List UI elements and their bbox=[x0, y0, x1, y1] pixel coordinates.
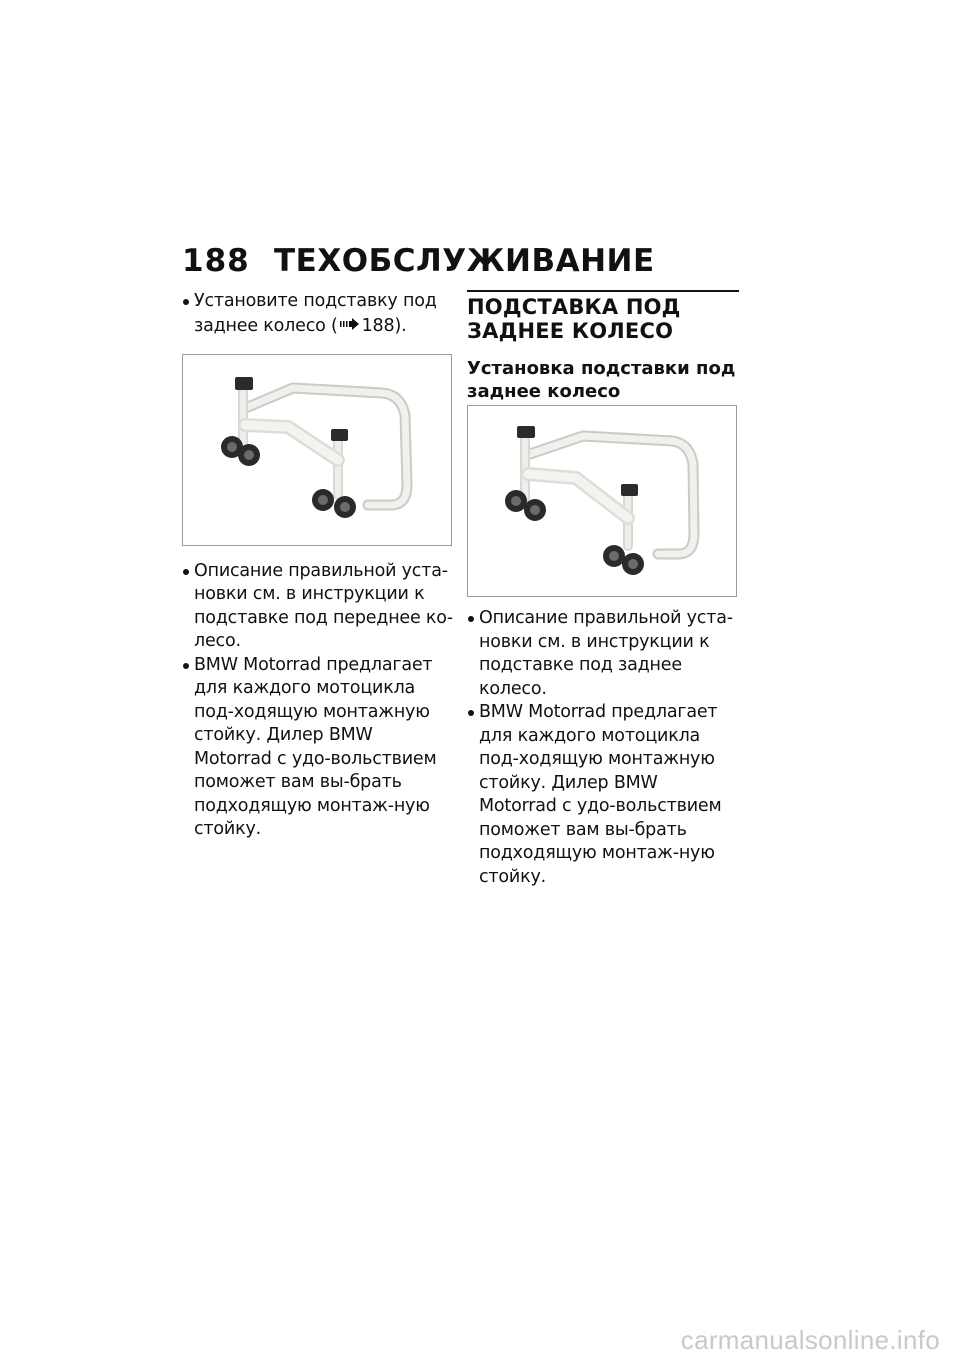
front-wheel-stand-illustration bbox=[183, 355, 452, 546]
page-header bbox=[182, 243, 655, 279]
front-bullet-1: Описание правильной уста-новки см. в инструкции к подставке под переднее ко-лесо. bbox=[182, 560, 454, 654]
left-column bbox=[182, 290, 454, 842]
arrow-reference-icon bbox=[340, 314, 360, 338]
rear-bullet-1: Описание правильной уста-новки см. в инструкции к подставке под заднее колесо. bbox=[467, 607, 739, 701]
right-column bbox=[467, 290, 739, 889]
intro-text-end: ). bbox=[394, 315, 407, 336]
front-bullet-2: BMW Motorrad предлагает для каждого мотоцикла под-ходящую монтажную стойку. Дилер BMW Motorrad с удо-вольствием поможет вам вы-брать подходящую монтаж-ную стойку. bbox=[182, 654, 454, 842]
section-title: ПОДСТАВКА ПОД ЗАДНЕЕ КОЛЕСО bbox=[467, 295, 681, 343]
subsection-title: Установка подставки под заднее колесо bbox=[467, 358, 736, 402]
chapter-title: ТЕХОБСЛУЖИВАНИЕ bbox=[274, 243, 655, 279]
section-rule bbox=[467, 290, 739, 292]
page-number: 188 bbox=[182, 243, 250, 279]
intro-ref-page: 188 bbox=[361, 315, 395, 336]
front-stand-figure bbox=[182, 354, 452, 546]
rear-wheel-stand-illustration bbox=[468, 406, 737, 597]
rear-stand-figure bbox=[467, 405, 737, 597]
intro-bullet bbox=[182, 290, 454, 338]
watermark: carmanualsonline.info bbox=[680, 1325, 940, 1355]
rear-bullet-2: BMW Motorrad предлагает для каждого мотоцикла под-ходящую монтажную стойку. Дилер BMW Motorrad с удо-вольствием поможет вам вы-брать подходящую монтаж-ную стойку. bbox=[467, 701, 739, 889]
intro-text: Установите подставку под заднее колесо ( bbox=[194, 291, 437, 336]
